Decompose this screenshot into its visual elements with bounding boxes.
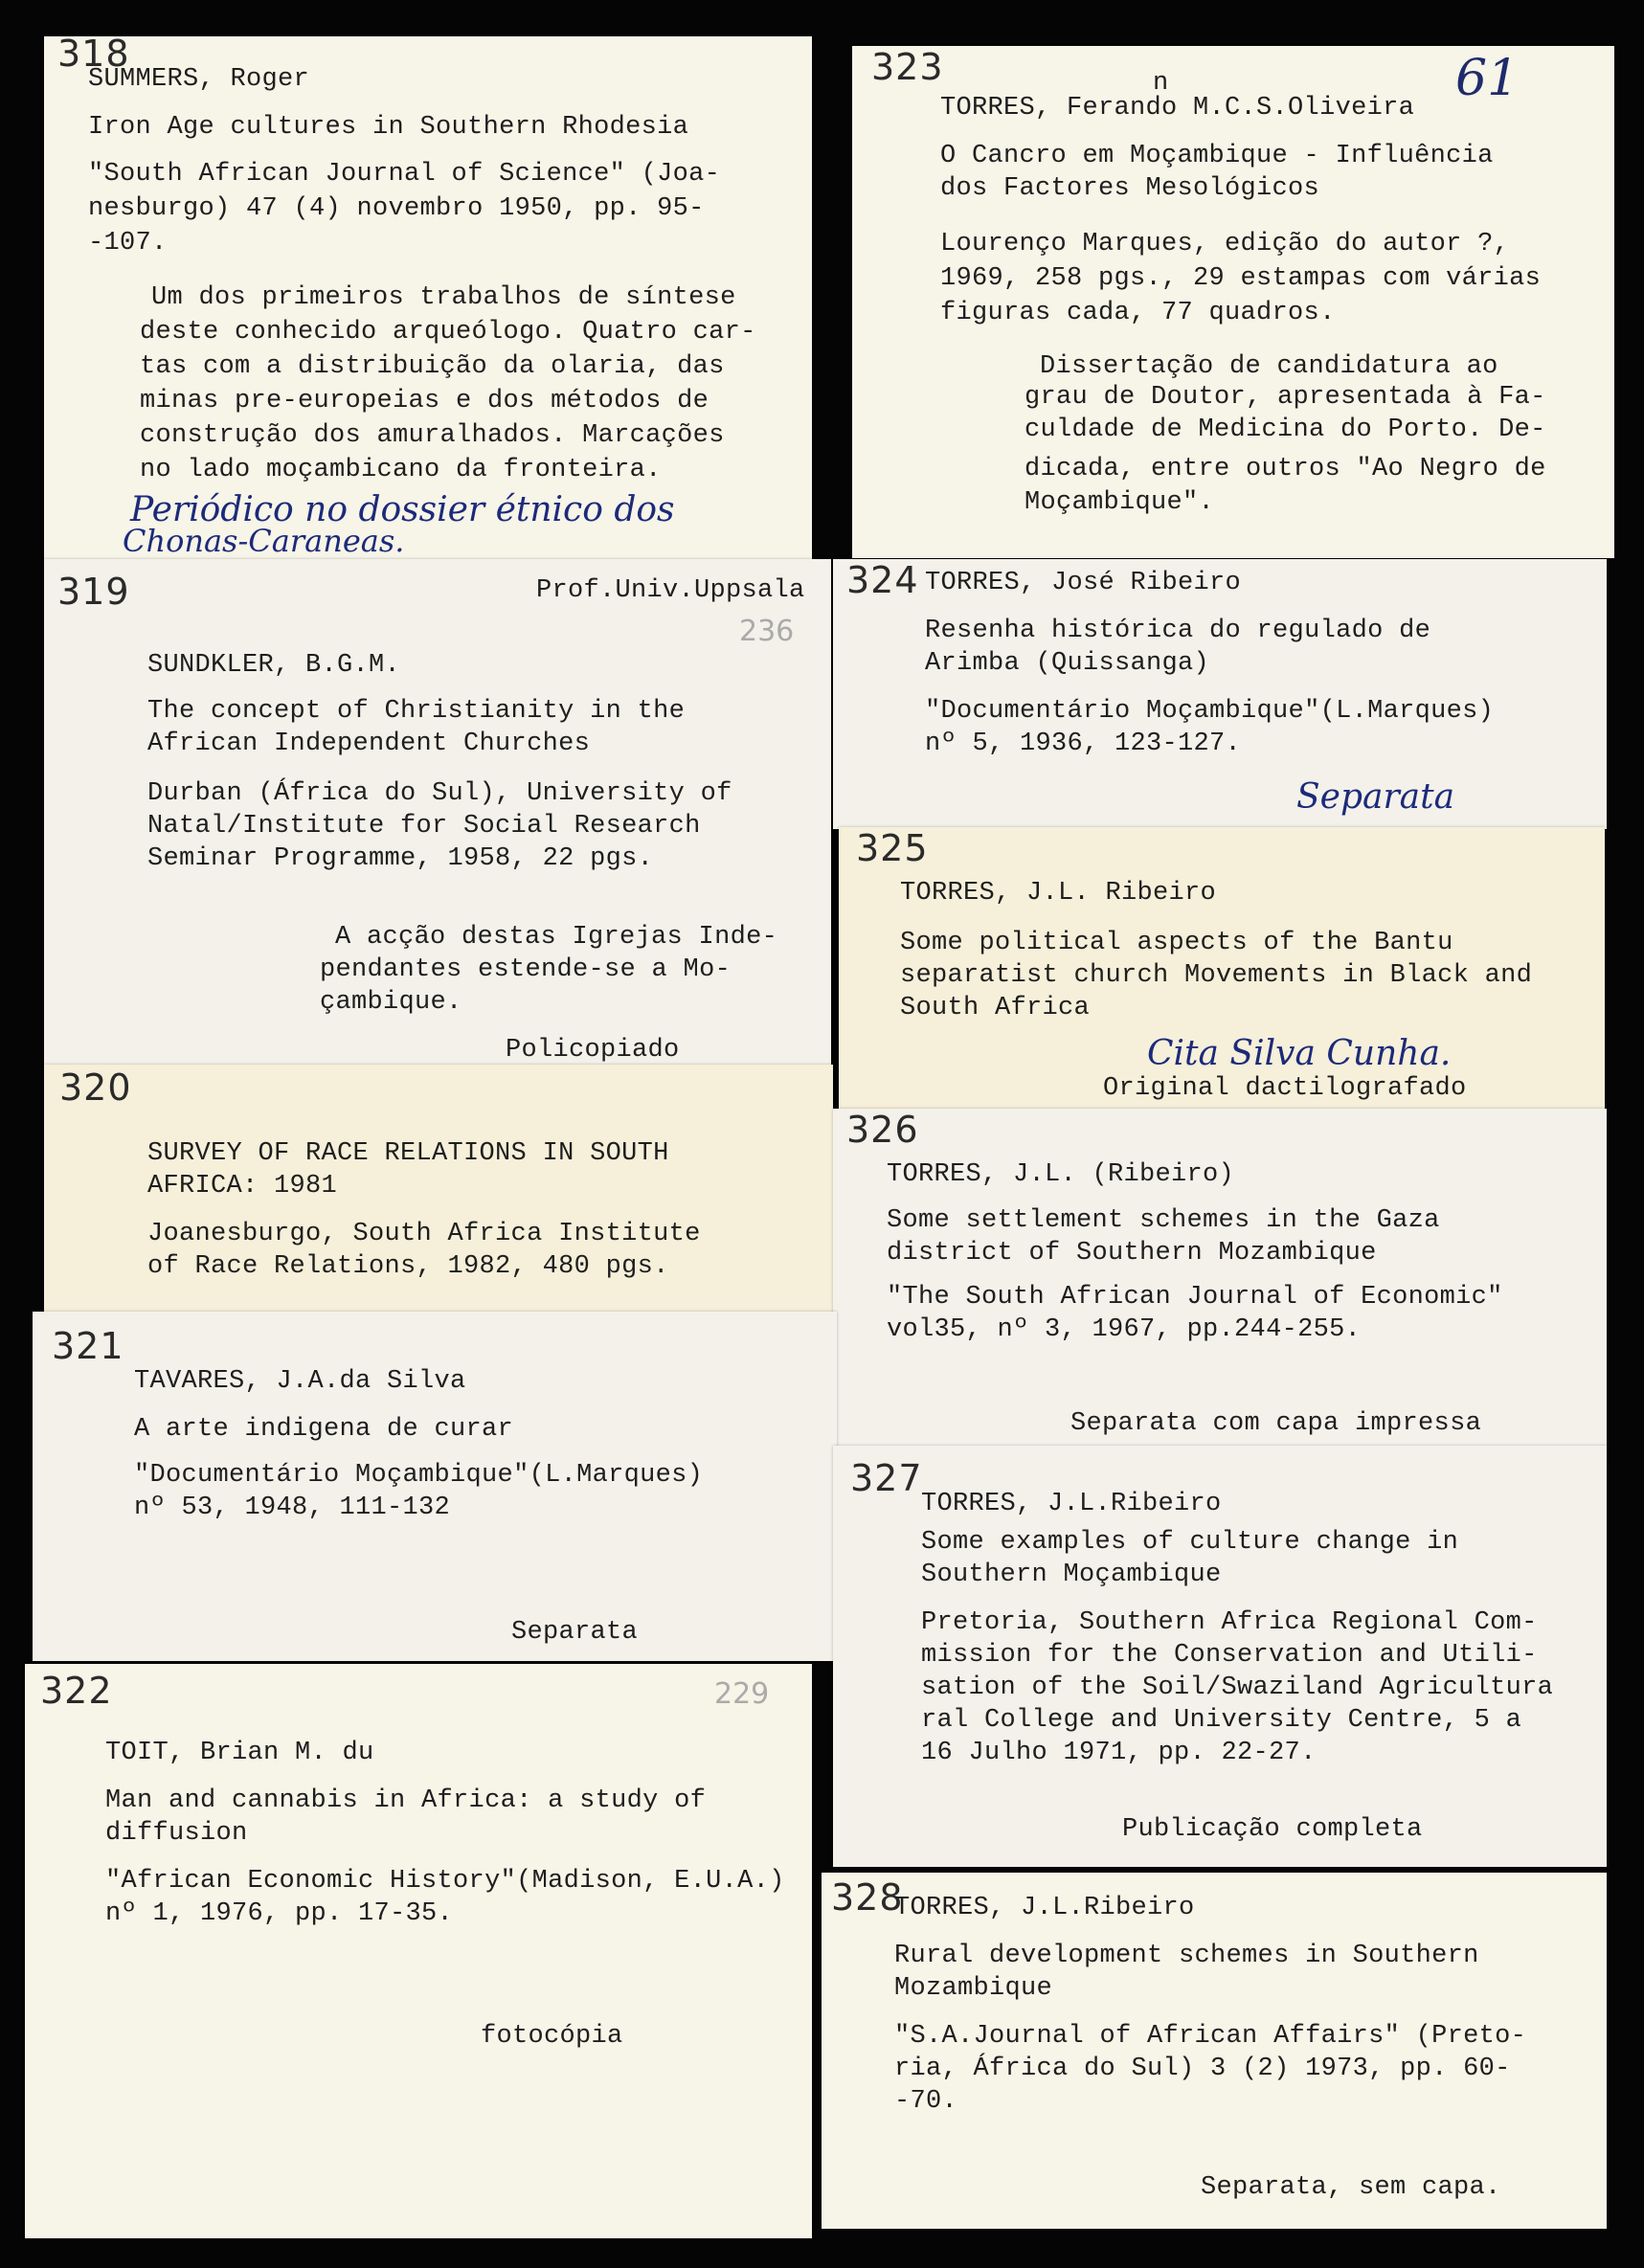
card-number: 322 xyxy=(40,1670,113,1712)
card-note: Policopiado xyxy=(506,1036,680,1065)
card-note: Original dactilografado xyxy=(1103,1074,1467,1103)
handwritten-note: Cita Silva Cunha. xyxy=(1147,1034,1452,1073)
handwritten-note: Separata xyxy=(1296,777,1455,817)
card-title: Southern Moçambique xyxy=(921,1561,1222,1589)
card-source: "South African Journal of Science" (Joa- xyxy=(88,160,721,189)
card-author: TORRES, J.L.Ribeiro xyxy=(921,1490,1222,1518)
card-source: Natal/Institute for Social Research xyxy=(147,812,701,841)
card-title: The concept of Christianity in the xyxy=(147,697,686,726)
card-source: "African Economic History"(Madison, E.U.A.) xyxy=(105,1867,785,1896)
card-note: Separata com capa impressa xyxy=(1070,1409,1482,1438)
card-title: Arimba (Quissanga) xyxy=(925,649,1210,678)
card-note: culdade de Medicina do Porto. De- xyxy=(1025,415,1546,444)
card-title: dos Factores Mesológicos xyxy=(940,174,1320,203)
card-320 xyxy=(44,1065,833,1333)
card-source: "Documentário Moçambique"(L.Marques) xyxy=(925,697,1495,726)
card-number: 318 xyxy=(57,36,130,75)
card-source: -70. xyxy=(894,2087,958,2116)
card-title: Some political aspects of the Bantu xyxy=(900,929,1453,957)
card-source: "The South African Journal of Economic" xyxy=(887,1283,1503,1312)
card-note: A acção destas Igrejas Inde- xyxy=(335,923,778,952)
card-number: 327 xyxy=(850,1457,923,1499)
card-author: TORRES, J.L.Ribeiro xyxy=(894,1894,1195,1922)
card-title: Man and cannabis in Africa: a study of xyxy=(105,1786,707,1815)
card-title: Rural development schemes in Southern xyxy=(894,1942,1479,1970)
card-source: Pretoria, Southern Africa Regional Com- xyxy=(921,1608,1538,1637)
card-source: 1969, 258 pgs., 29 estampas com várias xyxy=(940,264,1542,293)
card-note: Separata xyxy=(511,1618,639,1647)
card-header: Prof.Univ.Uppsala xyxy=(536,576,805,605)
card-note: çambique. xyxy=(320,988,462,1017)
card-number: 326 xyxy=(846,1109,919,1151)
card-note: dicada, entre outros "Ao Negro de xyxy=(1025,455,1546,483)
card-326 xyxy=(833,1109,1607,1465)
card-note: Um dos primeiros trabalhos de síntese xyxy=(151,283,736,312)
pencil-mark: 236 xyxy=(739,615,795,648)
card-source: "S.A.Journal of African Affairs" (Preto- xyxy=(894,2022,1527,2051)
card-source: nº 53, 1948, 111-132 xyxy=(134,1493,451,1522)
card-source: "Documentário Moçambique"(L.Marques) xyxy=(134,1461,704,1490)
handwritten-note: Chonas-Caraneas. xyxy=(123,523,405,559)
card-source: figuras cada, 77 quadros. xyxy=(940,299,1336,327)
card-321 xyxy=(33,1312,837,1661)
card-number: 325 xyxy=(856,827,929,869)
card-source: vol35, nº 3, 1967, pp.244-255. xyxy=(887,1315,1362,1344)
card-323 xyxy=(852,46,1614,558)
card-title: African Independent Churches xyxy=(147,730,591,758)
handwritten-note: Periódico no dossier étnico dos xyxy=(130,490,675,529)
card-source: ria, África do Sul) 3 (2) 1973, pp. 60- xyxy=(894,2055,1511,2083)
card-author: SUNDKLER, B.G.M. xyxy=(147,651,401,680)
card-author: SUMMERS, Roger xyxy=(88,65,310,94)
card-title: AFRICA: 1981 xyxy=(147,1172,338,1201)
card-number: 321 xyxy=(52,1325,124,1367)
card-322 xyxy=(25,1664,812,2238)
handwritten-number: 61 xyxy=(1455,50,1520,107)
card-328 xyxy=(822,1873,1607,2229)
card-source: Joanesburgo, South Africa Institute xyxy=(147,1220,701,1248)
card-title: separatist church Movements in Black and xyxy=(900,961,1533,990)
card-note: tas com a distribuição da olaria, das xyxy=(140,352,725,381)
card-source: nº 1, 1976, pp. 17-35. xyxy=(105,1899,454,1928)
card-source: Durban (África do Sul), University of xyxy=(147,779,732,808)
card-number: 319 xyxy=(57,571,130,613)
card-source: -107. xyxy=(88,229,168,258)
card-note: Moçambique". xyxy=(1025,488,1215,517)
card-author: TORRES, J.L. Ribeiro xyxy=(900,879,1217,908)
card-title: district of Southern Mozambique xyxy=(887,1239,1377,1268)
card-source: Seminar Programme, 1958, 22 pgs. xyxy=(147,844,654,873)
card-note: Dissertação de candidatura ao xyxy=(1040,352,1498,381)
card-author: TOIT, Brian M. du xyxy=(105,1739,374,1767)
card-author: TORRES, J.L. (Ribeiro) xyxy=(887,1160,1235,1189)
card-title: O Cancro em Moçambique - Influência xyxy=(940,142,1494,170)
card-note: Separata, sem capa. xyxy=(1201,2173,1501,2202)
card-source: mission for the Conservation and Utili- xyxy=(921,1641,1538,1670)
card-title: SURVEY OF RACE RELATIONS IN SOUTH xyxy=(147,1139,669,1168)
card-number: 328 xyxy=(831,1876,904,1919)
card-318 xyxy=(44,36,812,563)
card-title: A arte indigena de curar xyxy=(134,1415,514,1444)
card-source: ral College and University Centre, 5 a xyxy=(921,1706,1522,1735)
card-superscript: n xyxy=(1153,69,1169,98)
card-title: Mozambique xyxy=(894,1974,1053,2003)
card-author: TORRES, Ferando M.C.S.Oliveira xyxy=(940,94,1415,123)
card-title: Resenha histórica do regulado de xyxy=(925,617,1431,645)
card-title: Some examples of culture change in xyxy=(921,1528,1459,1557)
card-note: construção dos amuralhados. Marcações xyxy=(140,421,725,450)
card-source: nesburgo) 47 (4) novembro 1950, pp. 95- xyxy=(88,194,705,223)
card-source: Lourenço Marques, edição do autor ?, xyxy=(940,230,1510,258)
card-note: grau de Doutor, apresentada à Fa- xyxy=(1025,383,1546,412)
card-title: South Africa xyxy=(900,994,1091,1022)
card-title: Some settlement schemes in the Gaza xyxy=(887,1206,1440,1235)
card-author: TORRES, José Ribeiro xyxy=(925,569,1242,597)
card-number: 320 xyxy=(59,1067,132,1109)
card-source: of Race Relations, 1982, 480 pgs. xyxy=(147,1252,669,1281)
card-title: diffusion xyxy=(105,1819,248,1848)
card-source: sation of the Soil/Swaziland Agricultura xyxy=(921,1673,1554,1702)
card-note: minas pre-europeias e dos métodos de xyxy=(140,387,709,415)
card-source: 16 Julho 1971, pp. 22-27. xyxy=(921,1739,1317,1767)
card-327 xyxy=(833,1446,1607,1867)
card-title: Iron Age cultures in Southern Rhodesia xyxy=(88,113,689,142)
card-note: deste conhecido arqueólogo. Quatro car- xyxy=(140,318,756,347)
card-note: Publicação completa xyxy=(1122,1815,1423,1844)
card-note: no lado moçambicano da fronteira. xyxy=(140,456,662,484)
card-author: TAVARES, J.A.da Silva xyxy=(134,1367,466,1396)
card-source: nº 5, 1936, 123-127. xyxy=(925,730,1242,758)
card-325 xyxy=(839,827,1605,1114)
card-note: fotocópia xyxy=(481,2022,623,2051)
card-number: 323 xyxy=(871,46,944,88)
card-324 xyxy=(833,559,1607,829)
card-number: 324 xyxy=(846,559,919,601)
card-note: pendantes estende-se a Mo- xyxy=(320,955,732,984)
pencil-mark: 229 xyxy=(714,1677,770,1711)
card-319 xyxy=(44,559,831,1076)
